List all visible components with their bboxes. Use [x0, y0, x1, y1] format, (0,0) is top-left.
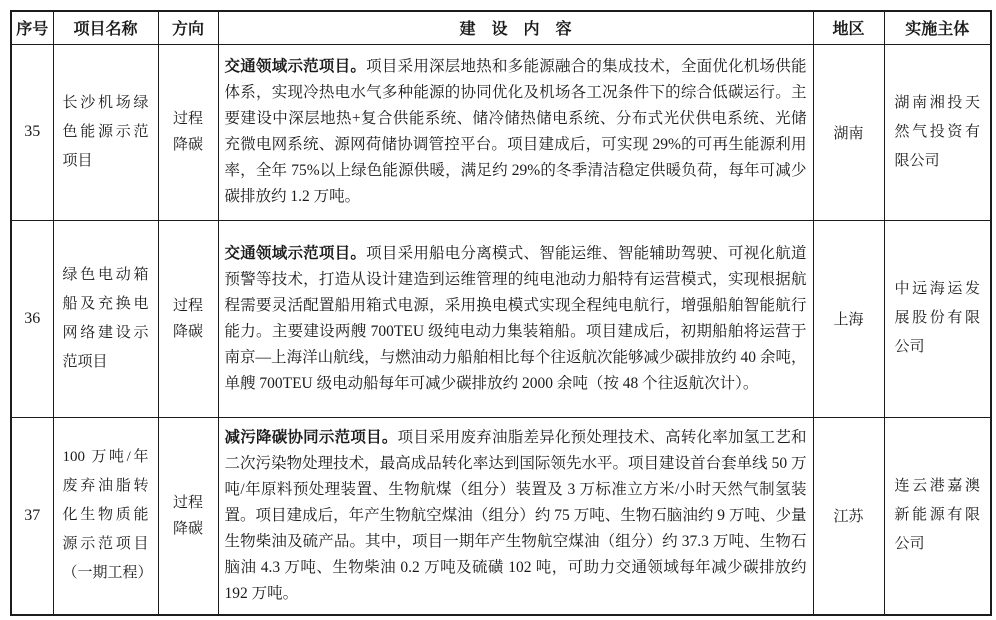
cell-direction [158, 417, 218, 615]
col-header-direction: 方向 [158, 11, 218, 44]
cell-entity: 中远海运发展股份有限公司 [884, 220, 991, 417]
col-header-construction-content: 建 设 内 容 [218, 11, 813, 44]
table-header [11, 11, 991, 44]
table-body [11, 44, 991, 615]
col-header-project-name: 项目名称 [53, 11, 158, 44]
cell-direction [158, 44, 218, 220]
cell-serial-number: 35 [11, 44, 53, 220]
cell-project-name: 长沙机场绿色能源示范项目 [53, 44, 158, 220]
cell-project-name: 100 万吨/年废弃油脂转化生物质能源示范项目（一期工程） [53, 417, 158, 615]
cell-region: 湖南 [813, 44, 884, 220]
cell-construction-content [218, 220, 813, 417]
cell-region: 江苏 [813, 417, 884, 615]
direction-label: 过程降碳 [173, 111, 204, 153]
col-header-region: 地区 [813, 11, 884, 44]
col-header-entity: 实施主体 [884, 11, 991, 44]
cell-serial-number: 37 [11, 417, 53, 615]
cell-project-name: 绿色电动箱船及充换电网络建设示范项目 [53, 220, 158, 417]
table-row [11, 44, 991, 220]
cell-entity: 连云港嘉澳新能源有限公司 [884, 417, 991, 615]
projects-table [10, 10, 992, 616]
content-lead-phrase: 交通领域示范项目。 [224, 244, 367, 262]
cell-construction-content [218, 44, 813, 220]
cell-region: 上海 [813, 220, 884, 417]
cell-entity: 湖南湘投天然气投资有限公司 [884, 44, 991, 220]
content-body-text: 项目采用深层地热和多能源融合的集成技术，全面优化机场供能体系，实现冷热电水气多种能源的协同优化及机场各工况条件下的综合低碳运行。主要建设中深层地热+复合供能系统、储冷储热储电系统、分布式光伏供电系统、光储充微电网系统、源网荷储协调管控平台。项目建成后，可实现 29%的可再生能源利用率，全年 75%以上绿色能源供暖，满足约 29%的冬季清洁稳定供暖负荷，每年可减少碳排放约 1.2 万吨。 [224, 58, 807, 205]
content-body-text: 项目采用船电分离模式、智能运维、智能辅助驾驶、可视化航道预警等技术，打造从设计建造到运维管理的纯电池动力船特有运营模式，实现根据航程需要灵活配置船用箱式电源，采用换电模式实现全程纯电航行，增强船舶智能航行能力。主要建设两艘 700TEU 级纯电动力集装箱船。项目建成后，初期船舶将运营于南京—上海洋山航线，与燃油动力船舶相比每个往返航次能够减少碳排放约 40 余吨，单艘 700TEU 级电动船每年可减少碳排放约 2000 余吨（按 48 个往返航次计）。 [224, 244, 807, 392]
cell-serial-number: 36 [11, 220, 53, 417]
table-row [11, 220, 991, 417]
col-header-serial: 序号 [11, 11, 53, 44]
content-body-text: 项目采用废弃油脂差异化预处理技术、高转化率加氢工艺和二次污染物处理技术，最高成品转化率达到国际领先水平。项目建设首台套单线 50 万吨/年原料预处理装置、生物航煤（组分）装置及 3 万标准立方米/小时天然气制氢装置。项目建成后，年产生物航空煤油（组分）约 75 万吨、生物石脑油约 9 万吨、少量生物柴油及硫产品。其中，项目一期年产生物航空煤油（组分）约 37.3 万吨、生物石脑油 4.3 万吨、生物柴油 0.2 万吨及硫磺 102 吨，可助力交通领域每年减少碳排放约 192 万吨。 [224, 428, 807, 602]
table-row [11, 417, 991, 615]
content-lead-phrase: 交通领域示范项目。 [224, 58, 367, 75]
content-lead-phrase: 减污降碳协同示范项目。 [224, 428, 398, 446]
cell-direction [158, 220, 218, 417]
header-row [11, 11, 991, 44]
direction-label: 过程降碳 [173, 494, 204, 537]
cell-construction-content [218, 417, 813, 615]
direction-label: 过程降碳 [173, 297, 204, 340]
